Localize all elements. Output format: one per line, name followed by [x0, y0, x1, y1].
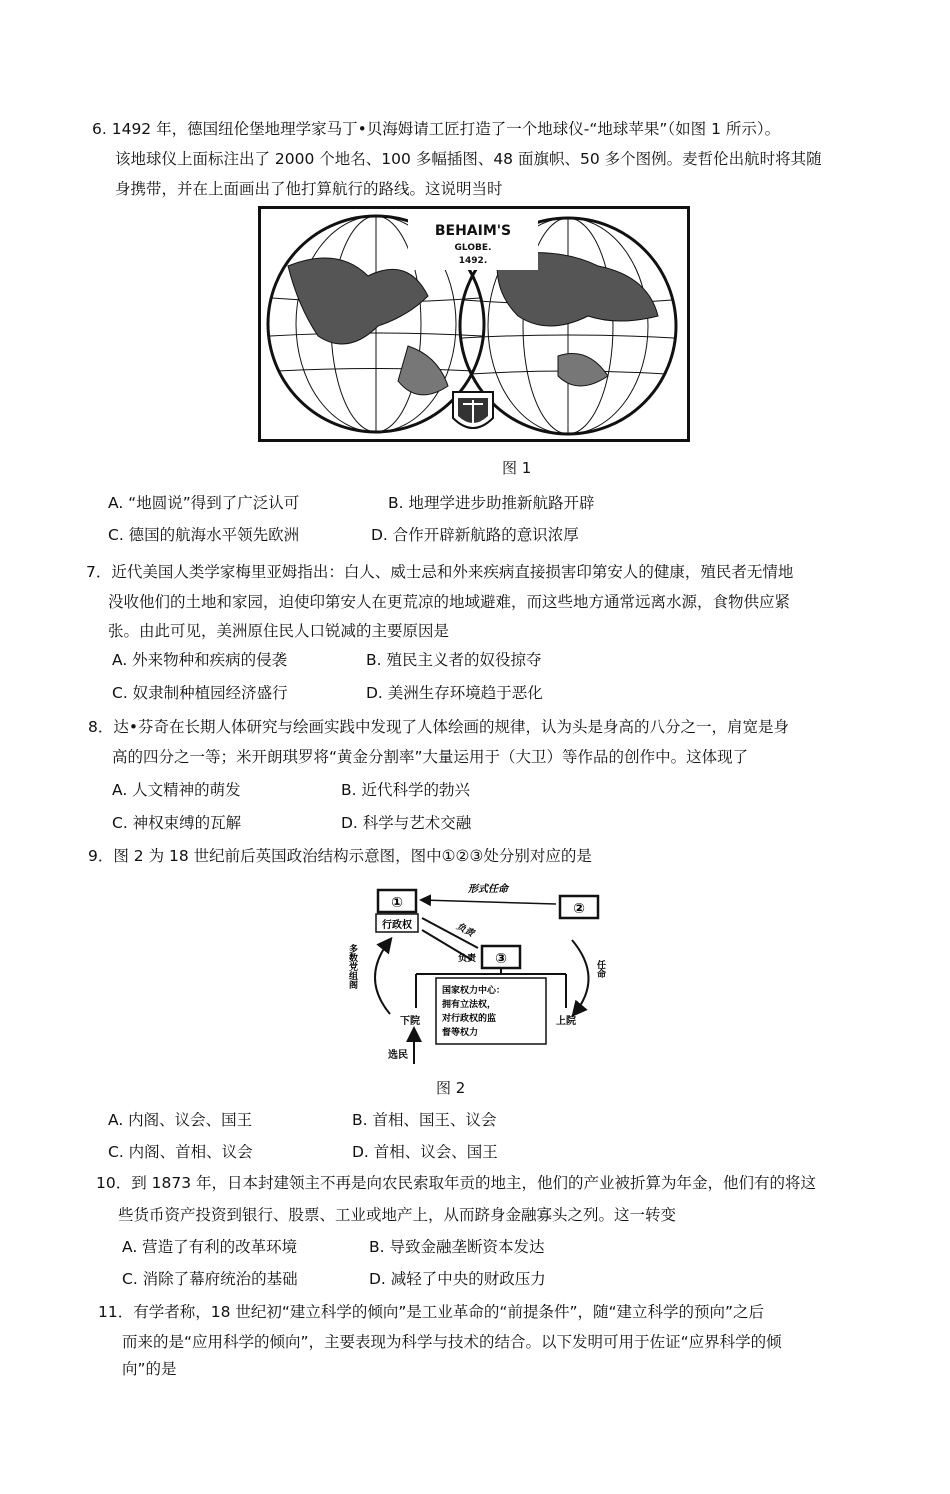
lower-house-label: 下院 — [400, 1016, 420, 1027]
q10-line-1: 10．到 1873 年，日本封建领主不再是向农民索取年贡的地主，他们的产业被折算为年金，他们有的将这 — [96, 1174, 817, 1192]
voters-label: 选民 — [388, 1050, 408, 1061]
q8-option-d[interactable]: D. 科学与艺术交融 — [341, 814, 472, 832]
q11-line-2: 而来的是“应用科学的倾向”，主要表现为科学与技术的结合。以下发明可用于佐证“应界科学的倾 — [122, 1333, 782, 1351]
q10-option-d[interactable]: D. 减轻了中央的财政压力 — [369, 1270, 546, 1288]
center-label-1: 国家权力中心： — [442, 986, 506, 996]
box-1-label: ① — [391, 895, 403, 911]
q7-line-1: 7．近代美国人类学家梅里亚姆指出：白人、威士忌和外来疾病直接损害印第安人的健康，殖民者无情地 — [86, 563, 794, 581]
q6-option-b[interactable]: B. 地理学进步助推新航路开辟 — [388, 494, 595, 512]
q9-option-b[interactable]: B. 首相、国王、议会 — [352, 1111, 497, 1129]
q10-option-b[interactable]: B. 导致金融垄断资本发达 — [369, 1238, 545, 1256]
majority-party-label: 多数党组阁 — [347, 944, 357, 989]
responsible-label-1: 负责 — [454, 921, 476, 940]
q9-option-c[interactable]: C. 内阁、首相、议会 — [108, 1143, 253, 1161]
box-3-label: ③ — [495, 951, 507, 967]
responsible-label-2: 负责 — [458, 954, 477, 964]
box-2-label: ② — [573, 901, 585, 917]
upper-house-label: 上院 — [556, 1016, 576, 1027]
coat-of-arms-icon — [453, 392, 493, 428]
figure-1-caption: 图 1 — [502, 459, 532, 477]
globe-subtitle: GLOBE. — [454, 243, 492, 253]
q6-line-3: 身携带，并在上面画出了他打算航行的路线。这说明当时 — [115, 180, 503, 198]
q6-option-d[interactable]: D. 合作开辟新航路的意识浓厚 — [371, 526, 579, 544]
q9-option-d[interactable]: D. 首相、议会、国王 — [352, 1143, 498, 1161]
q6-line-1: 6. 1492 年，德国纽伦堡地理学家马丁•贝海姆请工匠打造了一个地球仪-“地球苹果”（如图 1 所示）。 — [92, 120, 781, 138]
q7-line-3: 张。由此可见，美洲原住民人口锐减的主要原因是 — [108, 622, 450, 640]
q10-option-c[interactable]: C. 消除了幕府统治的基础 — [122, 1270, 298, 1288]
center-label-2: 拥有立法权， — [442, 1000, 497, 1010]
politics-diagram-figure — [338, 878, 624, 1070]
q7-option-c[interactable]: C. 奴隶制种植园经济盛行 — [112, 684, 288, 702]
center-label-4: 督等权力 — [442, 1028, 479, 1038]
q8-option-a[interactable]: A. 人文精神的萌发 — [112, 781, 241, 799]
q11-line-3: 向”的是 — [122, 1360, 177, 1378]
globe-year: 1492. — [458, 256, 488, 266]
q7-line-2: 没收他们的土地和家园，迫使印第安人在更荒凉的地域避难，而这些地方通常远离水源，食物供应紧 — [108, 593, 791, 611]
q9-option-a[interactable]: A. 内阁、议会、国王 — [108, 1111, 253, 1129]
center-label-3: 对行政权的监 — [442, 1014, 497, 1024]
q7-option-b[interactable]: B. 殖民主义者的奴役掠夺 — [366, 651, 542, 669]
globe-title: BEHAIM'S — [434, 223, 512, 239]
q10-line-2: 些货币资产投资到银行、股票、工业或地产上，从而跻身金融寡头之列。这一转变 — [118, 1206, 677, 1224]
exec-power-label: 行政权 — [382, 920, 412, 931]
appoint-label: 任命 — [595, 960, 605, 978]
q7-option-a[interactable]: A. 外来物种和疾病的侵袭 — [112, 651, 288, 669]
q6-option-a[interactable]: A. “地圆说”得到了广泛认可 — [108, 494, 300, 512]
q6-option-c[interactable]: C. 德国的航海水平领先欧洲 — [108, 526, 300, 544]
q8-option-c[interactable]: C. 神权束缚的瓦解 — [112, 814, 242, 832]
q11-line-1: 11．有学者称，18 世纪初“建立科学的倾向”是工业革命的“前提条件”，随“建立科学的预向”之后 — [98, 1303, 765, 1321]
formal-appoint-label: 形式任命 — [468, 884, 508, 895]
q9-line-1: 9．图 2 为 18 世纪前后英国政治结构示意图，图中①②③处分别对应的是 — [88, 847, 592, 865]
q8-line-1: 8．达•芬奇在长期人体研究与绘画实践中发现了人体绘画的规律，认为头是身高的八分之一，肩宽是身 — [88, 718, 790, 736]
q8-option-b[interactable]: B. 近代科学的勃兴 — [341, 781, 470, 799]
q6-line-2: 该地球仪上面标注出了 2000 个地名、100 多幅插图、48 面旗帜、50 多个图例。麦哲伦出航时将其随 — [115, 150, 822, 168]
behaim-globe-figure — [258, 206, 690, 446]
q10-option-a[interactable]: A. 营造了有利的改革环境 — [122, 1238, 298, 1256]
q8-line-2: 高的四分之一等；米开朗琪罗将“黄金分割率”大量运用于（大卫）等作品的创作中。这体现了 — [112, 748, 749, 766]
q7-option-d[interactable]: D. 美洲生存环境趋于恶化 — [366, 684, 543, 702]
figure-2-caption: 图 2 — [436, 1079, 466, 1097]
